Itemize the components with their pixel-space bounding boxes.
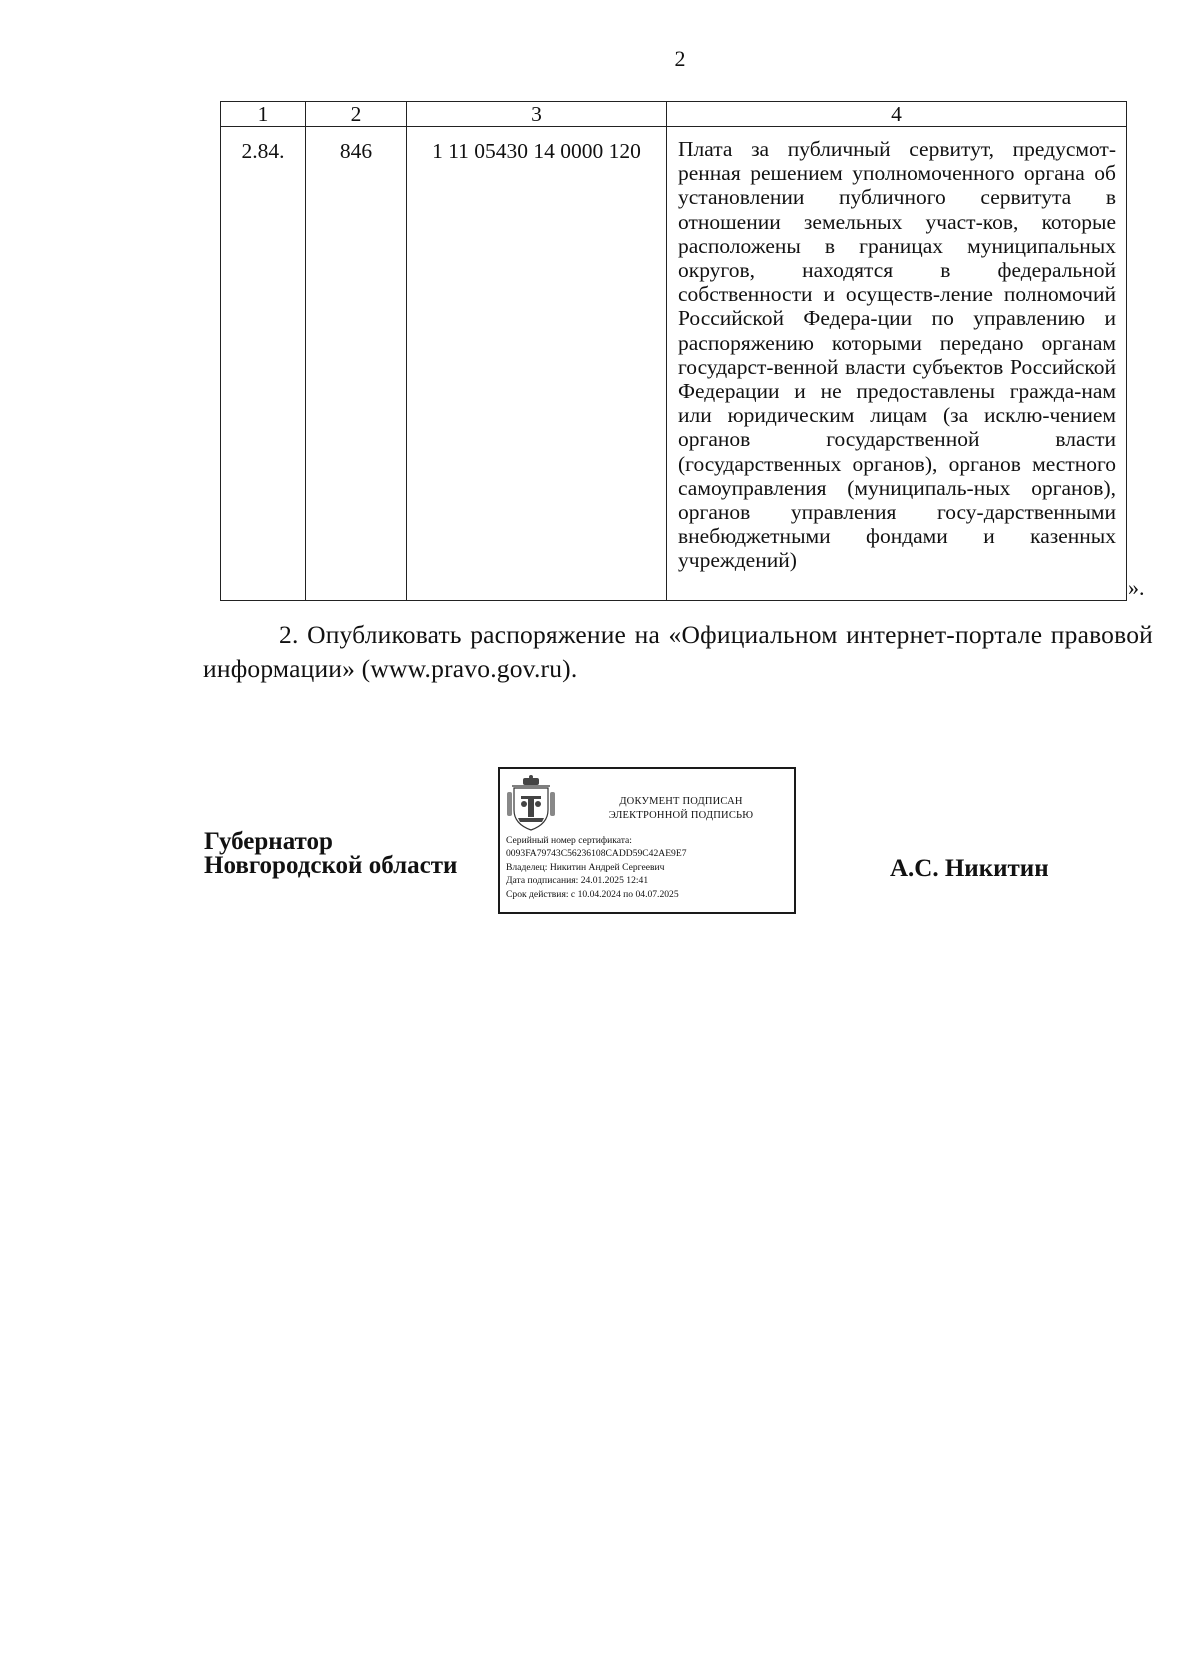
signer-position xyxy=(204,830,457,878)
table-row xyxy=(221,127,1127,601)
admin-code: 846 xyxy=(306,127,407,601)
certificate-validity: Срок действия: с 10.04.2024 по 04.07.2025 xyxy=(506,888,679,900)
row-number: 2.84. xyxy=(221,127,306,601)
column-header-1: 1 xyxy=(221,102,306,127)
publication-paragraph: 2. Опубликовать распоряжение на «Официальном интернет-портале правовой информации» (www.pravo.gov.ru). xyxy=(203,620,1153,683)
signer-position-line-2: Новгородской области xyxy=(204,852,458,879)
table-header-row xyxy=(221,102,1127,127)
closing-quote: ». xyxy=(1128,575,1145,600)
certificate-serial-value: 0093FA79743C56236108CADD59C42AE9E7 xyxy=(506,848,687,860)
signer-position-line-1: Губернатор xyxy=(204,828,333,855)
coat-of-arms-icon xyxy=(506,774,556,834)
signing-date: Дата подписания: 24.01.2025 12:41 xyxy=(506,875,649,887)
stamp-title-line-1: ДОКУМЕНТ ПОДПИСАН xyxy=(619,796,743,807)
stamp-title xyxy=(570,795,792,823)
signer-name: А.С. Никитин xyxy=(890,855,1049,882)
column-header-4: 4 xyxy=(667,102,1127,127)
stamp-details xyxy=(506,834,687,901)
column-header-3: 3 xyxy=(407,102,667,127)
stamp-title-line-2: ЭЛЕКТРОННОЙ ПОДПИСЬЮ xyxy=(608,810,754,821)
description-cell xyxy=(667,127,1127,601)
income-description: Плата за публичный сервитут, предусмот-ренная решением уполномоченного органа об установлении публичного сервитута в отношении земельных участ-ков, которые расположены в границах муниципальных округов, находятся в федеральной собственности и осуществ-ление полномочий Российской Федера-ции по управлению и распоряжению которыми передано органам государст-венной власти субъектов Российской Федерации и не предоставлены гражда-нам или юридическим лицам (за исклю-чением органов государственной власти (государственных органов), органов местного самоуправления (муниципаль-ных органов), органов управления госу-дарственными внебюджетными фондами и казенных учреждений) xyxy=(678,137,1116,573)
kbk-code: 1 11 05430 14 0000 120 xyxy=(407,127,667,601)
certificate-owner: Владелец: Никитин Андрей Сергеевич xyxy=(506,861,665,873)
page-number: 2 xyxy=(674,46,686,71)
income-codes-table xyxy=(220,101,1127,601)
certificate-serial-label: Серийный номер сертификата: xyxy=(506,835,632,846)
electronic-signature-stamp xyxy=(498,767,796,914)
column-header-2: 2 xyxy=(306,102,407,127)
